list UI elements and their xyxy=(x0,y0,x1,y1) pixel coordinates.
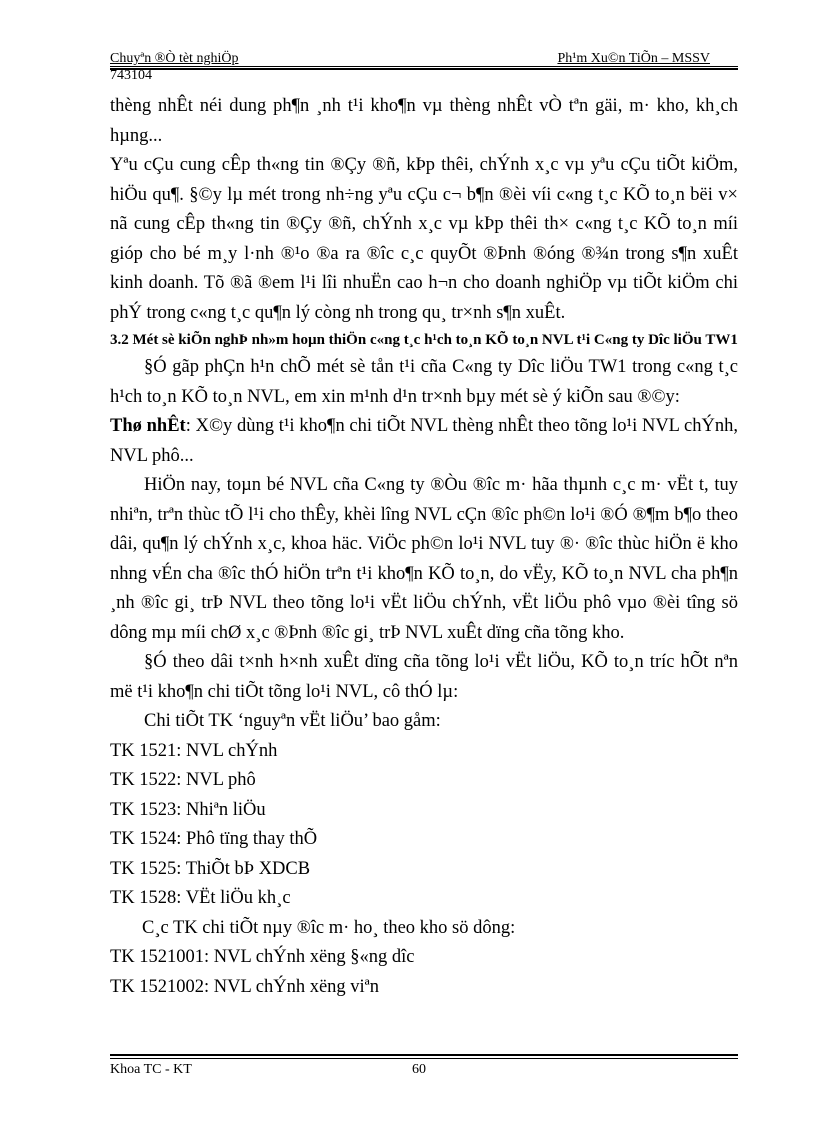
account-item: TK 1521: NVL chÝnh xyxy=(110,740,278,761)
paragraph: C¸c TK chi tiÕt nµy ®îc m· ho¸ theo kho sö dông: xyxy=(142,917,516,938)
header-rule xyxy=(110,66,738,67)
footer-rule-thick xyxy=(110,1054,738,1056)
sub-account-item: TK 1521001: NVL chÝnh xëng §«ng dîc xyxy=(110,947,415,967)
header-title: Chuyªn ®Ò tèt nghiÖp xyxy=(110,51,239,66)
paragraph-text: : X©y dùng t¹i kho¶n chi tiÕt NVL thèng nhÊt theo tõng lo¹i NVL chÝnh, NVL phô... xyxy=(110,416,738,466)
account-item: TK 1525: ThiÕt bÞ XDCB xyxy=(110,858,311,879)
header-student-id: 743104 xyxy=(110,68,152,83)
header-author: Ph¹m Xu©n TiÕn – MSSV xyxy=(557,51,710,66)
sub-account-item: TK 1521002: NVL chÝnh xëng viªn xyxy=(110,976,380,997)
page-footer xyxy=(110,1061,738,1078)
paragraph xyxy=(110,412,738,471)
account-item: TK 1528: VËt liÖu kh¸c xyxy=(110,888,291,908)
paragraph: Yªu cÇu cung cÊp th«ng tin ®Çy ®ñ, kÞp thêi, chÝnh x¸c vµ yªu cÇu tiÕt kiÖm, hiÖu qu¶. §©y lµ mét trong nh÷ng yªu cÇu c¬ b¶n ®èi víi c«ng t¸c KÕ to¸n bëi v× nã cung cÊp th«ng tin ®Çy ®ñ, chÝnh x¸c vµ kÞp thêi th× c«ng t¸c KÕ to¸n míi gióp cho bé m¸y l·nh ®¹o ®a ra ®îc c¸c quyÕt ®Þnh ®óng ®¾n trong s¶n xuÊt kinh doanh. Tõ ®ã ®em l¹i lîi nhuËn cao h¬n cho doanh nghiÖp vµ tiÕt kiÖm chi phÝ trong c«ng t¸c qu¶n lý còng nh trong qu¸ tr×nh s¶n xuÊt. xyxy=(110,155,738,323)
account-item: TK 1523: Nhiªn liÖu xyxy=(110,799,266,820)
paragraph: HiÖn nay, toµn bé NVL cña C«ng ty ®Òu ®îc m· hãa thµnh c¸c m· vËt t, tuy nhiªn, trªn thùc tÕ l¹i cho thÊy, khèi lîng NVL cÇn ®îc ph©n lo¹i ®Ó ®¶m b¶o theo dâi, qu¶n lý chÝnh x¸c, khoa häc. ViÖc ph©n lo¹i NVL tuy ®· ®îc thùc hiÖn ë kho nhng vÉn cha ®îc thÓ hiÖn trªn t¹i kho¶n KÕ to¸n, do vËy, KÕ to¸n NVL cha ph¶n ¸nh ®îc gi¸ trÞ NVL theo tõng lo¹i vËt liÖu chÝnh, vËt liÖu phô vµo ®èi tîng sö dông mµ míi chØ x¸c ®Þnh ®îc gi¸ trÞ NVL xuÊt dïng cña tõng kho. xyxy=(110,475,738,643)
section-heading: 3.2 Mét sè kiÕn nghÞ nh»m hoµn thiÖn c«ng t¸c h¹ch to¸n KÕ to¸n NVL t¹i C«ng ty Dîc liÖu TW1 xyxy=(110,332,738,348)
paragraph: Chi tiÕt TK ‘nguyªn vËt liÖu’ bao gåm: xyxy=(144,711,441,731)
page-body xyxy=(110,92,738,1002)
page-number: 60 xyxy=(412,1062,426,1077)
paragraph: thèng nhÊt néi dung ph¶n ¸nh t¹i kho¶n vµ thèng nhÊt vÒ tªn gäi, m· kho, kh¸ch hµng... xyxy=(110,96,738,146)
account-item: TK 1522: NVL phô xyxy=(110,770,256,790)
page-header xyxy=(110,50,738,84)
paragraph: §Ó theo dâi t×nh h×nh xuÊt dïng cña tõng lo¹i vËt liÖu, KÕ to¸n tríc hÕt nªn më t¹i kho¶n chi tiÕt tõng lo¹i NVL, cô thÓ lµ: xyxy=(110,652,738,702)
footer-department: Khoa TC - KT xyxy=(110,1062,192,1077)
header-rule-thick xyxy=(110,68,738,70)
footer-rule xyxy=(110,1058,738,1059)
paragraph: §Ó gãp phÇn h¹n chÕ mét sè tån t¹i cña C«ng ty Dîc liÖu TW1 trong c«ng t¸c h¹ch to¸n KÕ to¸n NVL, em xin m¹nh d¹n tr×nh bµy mét sè ý kiÕn sau ®©y: xyxy=(110,357,738,407)
account-item: TK 1524: Phô tïng thay thÕ xyxy=(110,829,318,849)
bold-label: Thø nhÊt xyxy=(110,416,186,436)
